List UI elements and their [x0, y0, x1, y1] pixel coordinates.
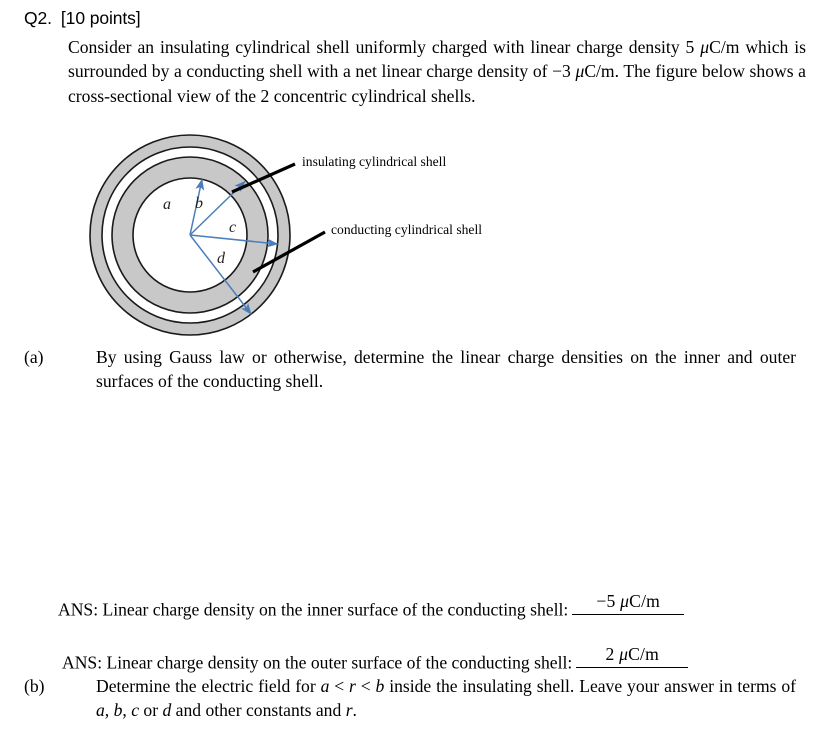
question-points: [10 points]: [60, 8, 141, 28]
answer-row-outer-surface: [62, 644, 688, 673]
mu-symbol: μ: [700, 37, 710, 57]
callout-label-conducting: conducting cylindrical shell: [331, 222, 482, 237]
part-a-body: [96, 345, 796, 394]
part-b-label: (b): [24, 676, 45, 696]
mu-symbol: μ: [619, 644, 629, 665]
part-a: [24, 345, 806, 394]
question-intro-paragraph: [68, 35, 806, 108]
part-a-line-1: By using Gauss law or otherwise, determine the linear charge densities on the: [96, 347, 677, 367]
answer-prompt-inner: ANS: Linear charge density on the inner surface of the conducting shell:: [58, 599, 569, 620]
part-b-line-2: answer in terms of a, b, c or d and other constants and r.: [96, 676, 796, 721]
answer-blank-outer[interactable]: [576, 644, 688, 668]
intro-line-4: concentric cylindrical shells.: [273, 85, 476, 106]
cross-section-figure: [40, 132, 640, 337]
mu-symbol: μ: [620, 591, 630, 612]
callout-label-insulating: insulating cylindrical shell: [302, 154, 447, 169]
answer-prompt-outer: ANS: Linear charge density on the outer surface of the conducting shell:: [62, 652, 573, 673]
intro-line-2b: C/m which is surrounded by a conducting shell with a net linear charge: [68, 37, 806, 82]
radius-label-d: d: [217, 250, 225, 267]
part-a-line-2: inner and outer surfaces of the conducting shell.: [96, 347, 797, 392]
intro-line-3b: C/m. The figure below shows a cross-sectional view of the 2: [68, 61, 806, 106]
intro-line-1: Consider an insulating cylindrical shell uniformly charged with linear charge: [68, 37, 623, 57]
math-var-r: r: [345, 700, 353, 721]
question-number: Q2.: [24, 8, 52, 28]
part-b-body: [96, 674, 796, 723]
math-vars-abc: a, b, c: [96, 700, 139, 721]
radius-label-b: b: [195, 195, 203, 212]
intro-line-3a: density of −3: [477, 61, 576, 82]
part-b-line-1: Determine the electric field for a < r < b inside the insulating shell. Leave your: [96, 676, 660, 696]
math-var-d: d: [162, 700, 172, 721]
radius-label-a: a: [163, 196, 171, 213]
radius-label-c: c: [229, 219, 237, 236]
answer-value-outer: 2 μC/m: [605, 644, 660, 665]
answer-blank-inner[interactable]: [572, 591, 684, 615]
mu-symbol: μ: [575, 61, 585, 82]
intro-line-2a: density 5: [628, 37, 701, 57]
part-b: [24, 674, 806, 723]
part-a-label: (a): [24, 347, 44, 367]
question-header: [24, 8, 141, 29]
math-var-r: r: [349, 676, 356, 696]
math-var-b: b: [375, 676, 385, 696]
math-var-a: a: [320, 676, 330, 696]
answer-value-inner: −5 μC/m: [596, 591, 661, 612]
answer-row-inner-surface: [58, 591, 684, 620]
